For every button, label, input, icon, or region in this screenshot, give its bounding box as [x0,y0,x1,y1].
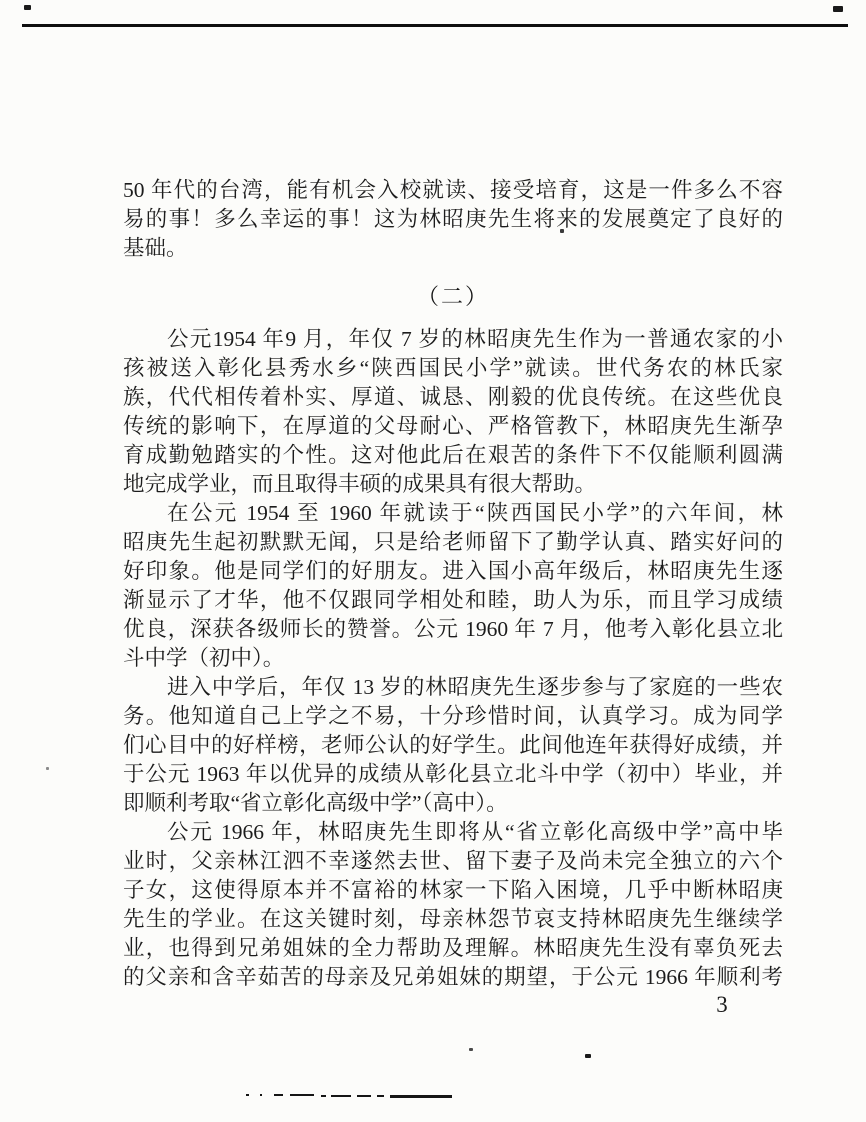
text-line: 优良，深获各级师长的赞誉。公元 1960 年 7 月，他考入彰化县立北 [123,617,783,641]
text-line: 地完成学业，而且取得丰硕的成果具有很大帮助。 [123,472,597,496]
text-line: 基础。 [123,236,188,260]
section-heading: （二） [416,284,489,309]
text-line: 50 年代的台湾，能有机会入校就读、接受培育，这是一件多么不容 [123,178,783,202]
text-line: 公元 1966 年，林昭庚先生即将从“省立彰化高级中学”高中毕 [167,820,783,844]
text-line: 于公元 1963 年以优异的成绩从彰化县立北斗中学（初中）毕业，并 [123,762,783,786]
text-line: 即顺利考取“省立彰化高级中学”（高中）。 [123,791,508,815]
text-line: 昭庚先生起初默默无闻，只是给老师留下了勤学认真、踏实好问的 [123,530,783,554]
text-line: 易的事！多么幸运的事！这为林昭庚先生将来的发展奠定了良好的 [123,207,783,231]
text-line: 的父亲和含辛茹苦的母亲及兄弟姐妹的期望，于公元 1966 年顺利考 [123,965,783,989]
scan-speck [833,6,843,12]
text-line: 斗中学（初中）。 [123,646,285,670]
page-number: 3 [716,992,728,1017]
text-line: 族，代代相传着朴实、厚道、诚恳、刚毅的优良传统。在这些优良 [123,385,783,409]
text-line: 业时，父亲林江泗不幸遂然去世、留下妻子及尚未完全独立的六个 [123,849,783,873]
text-block [123,0,783,1122]
text-line: 育成勤勉踏实的个性。这对他此后在艰苦的条件下不仅能顺利圆满 [123,443,783,467]
text-line: 务。他知道自己上学之不易，十分珍惜时间，认真学习。成为同学 [123,704,783,728]
scan-speck [24,5,31,10]
text-line: 公元1954 年9 月，年仅 7 岁的林昭庚先生作为一普通农家的小 [167,327,783,351]
text-line: 进入中学后，年仅 13 岁的林昭庚先生逐步参与了家庭的一些农 [167,675,783,699]
text-line: 好印象。他是同学们的好朋友。进入国小高年级后，林昭庚先生逐 [123,559,783,583]
text-line: 先生的学业。在这关键时刻，母亲林怨节哀支持林昭庚先生继续学 [123,907,783,931]
text-line: 渐显示了才华，他不仅跟同学相处和睦，助人为乐，而且学习成绩 [123,588,783,612]
text-line: 业，也得到兄弟姐妹的全力帮助及理解。林昭庚先生没有辜负死去 [123,936,783,960]
text-line: 在公元 1954 至 1960 年就读于“陕西国民小学”的六年间，林 [167,501,783,525]
text-line: 们心目中的好样榜，老师公认的好学生。此间他连年获得好成绩，并 [123,733,783,757]
text-line: 子女，这使得原本并不富裕的林家一下陷入困境，几乎中断林昭庚 [123,878,783,902]
scan-speck [46,767,49,770]
text-line: 孩被送入彰化县秀水乡“陕西国民小学”就读。世代务农的林氏家 [123,356,783,380]
text-line: 传统的影响下，在厚道的父母耐心、严格管教下，林昭庚先生渐孕 [123,414,783,438]
